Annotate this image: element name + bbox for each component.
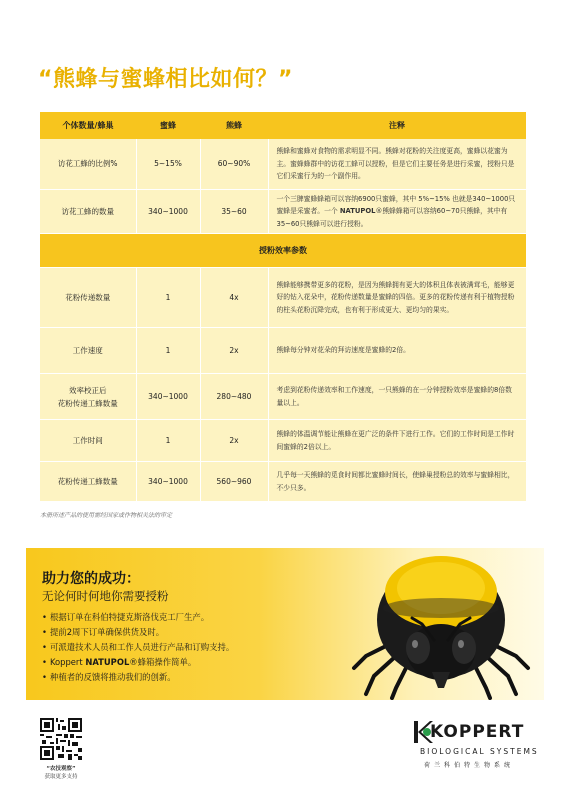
row-label: 访花工蜂的数量 [40, 189, 136, 234]
logo-chinese-name: 荷兰科伯特生物系统 [424, 762, 515, 769]
bumblebee-value: 4x [200, 268, 268, 328]
logo-wordmark: KOPPERT [430, 722, 525, 742]
bumblebee-value: 280~480 [200, 374, 268, 420]
qr-caption-title: “农技观察” [46, 766, 76, 772]
list-item-text: ®蜂箱操作简单。 [129, 657, 197, 667]
row-label-line: 花粉传递工蜂数量 [57, 398, 118, 408]
bumblebee-value: 2x [200, 420, 268, 462]
table-row [40, 420, 526, 462]
natupol-brand: NATUPOL [339, 207, 376, 215]
qr-code[interactable] [40, 718, 82, 760]
honeybee-value: 1 [136, 420, 200, 462]
table-row [40, 462, 526, 502]
row-label-line: 效率校正后 [69, 385, 107, 395]
honeybee-value: 340~1000 [136, 374, 200, 420]
promo-banner [26, 548, 544, 700]
natupol-brand: NATUPOL [85, 657, 130, 667]
row-note: 熊蜂能够携带更多的花粉，是因为熊蜂拥有更大的体积且体表被满茸毛，能够更好的钻入花朵中，花粉传递数量是蜜蜂的四倍。更多的花粉传递有利于植物授粉的柱头花粉沉降完成，也有利于形成更大、更均匀的果实。 [268, 268, 526, 328]
table-header-row [40, 112, 526, 139]
table-row [40, 139, 526, 189]
row-note: 几乎每一天熊蜂的觅食时间都比蜜蜂时间长，使蜂巢授粉总的效率与蜜蜂相比，不少只多。 [268, 462, 526, 502]
row-note: 熊蜂的体温调节能让熊蜂在更广泛的条件下进行工作。它们的工作时间是工作时间蜜蜂的2倍以上。 [268, 420, 526, 462]
header-notes: 注释 [268, 112, 526, 139]
list-item: • 种植者的反馈将推动我们的创新。 [42, 670, 234, 685]
header-honeybee: 蜜蜂 [136, 112, 200, 139]
section-header-row [40, 234, 526, 268]
note-text: 一个三脾蜜蜂蜂箱可以容纳6900只蜜蜂，其中 5%~15% 也就是340~1000只蜜蜂是采蜜者。一个 [276, 194, 516, 215]
row-label: 工作时间 [40, 420, 136, 462]
list-item: • 提前2周下订单确保供货及时。 [42, 625, 234, 640]
table-row [40, 189, 526, 234]
promo-subtitle: 无论何时何地你需要授粉 [42, 589, 169, 603]
honeybee-value: 1 [136, 328, 200, 374]
list-item: • 根据订单在科伯特捷克斯洛伐克工厂生产。 [42, 610, 234, 625]
header-count-per-hive: 个体数量/蜂巢 [40, 112, 136, 139]
row-label [40, 374, 136, 420]
note-text: ®熊蜂蜂箱可以容纳60~70只熊蜂，其中有35~60只熊蜂可以进行授粉。 [276, 207, 508, 228]
list-item: • 可派遣技术人员和工作人员进行产品和订购支持。 [42, 640, 234, 655]
row-note: 熊蜂每分钟对花朵的拜访速度是蜜蜂的2倍。 [268, 328, 526, 374]
row-label: 花粉传递工蜂数量 [40, 462, 136, 502]
section-label: 授粉效率参数 [40, 234, 526, 268]
list-item-text: Koppert [49, 657, 86, 667]
page-title: “熊蜂与蜜蜂相比如何？” [38, 67, 293, 92]
row-note: 考虑到花粉传递效率和工作速度，一只熊蜂的在一分钟授粉效率是蜜蜂的8倍数量以上。 [268, 374, 526, 420]
bumblebee-value: 35~60 [200, 189, 268, 234]
honeybee-value: 340~1000 [136, 189, 200, 234]
promo-title: 助力您的成功： [42, 571, 140, 587]
honeybee-value: 5~15% [136, 139, 200, 189]
row-note: 熊蜂和蜜蜂对食物的需求明显不同。熊蜂对花粉的关注度更高，蜜蜂以花蜜为主。蜜蜂蜂群中的访花工蜂可以授粉，但是它们主要任务是进行采蜜，授粉只是它们采蜜行为的一个副作用。 [268, 139, 526, 189]
row-label: 工作速度 [40, 328, 136, 374]
row-label: 访花工蜂的比例% [40, 139, 136, 189]
footnote: 本册所述产品的使用需经国家或作物相关法的审定 [40, 512, 173, 519]
row-note [268, 189, 526, 234]
honeybee-value: 1 [136, 268, 200, 328]
bumblebee-value: 2x [200, 328, 268, 374]
list-item [42, 655, 234, 670]
promo-list [42, 610, 234, 685]
table-row [40, 328, 526, 374]
logo-subtitle: BIOLOGICAL SYSTEMS [420, 747, 539, 756]
bumblebee-value: 60~90% [200, 139, 268, 189]
table-row [40, 374, 526, 420]
honeybee-value: 340~1000 [136, 462, 200, 502]
koppert-logo [412, 718, 539, 778]
row-label: 花粉传递数量 [40, 268, 136, 328]
bumblebee-value: 560~960 [200, 462, 268, 502]
table-row [40, 268, 526, 328]
qr-caption: 获取更多支持 [44, 774, 78, 780]
header-bumblebee: 熊蜂 [200, 112, 268, 139]
bumblebee-image [326, 548, 544, 700]
comparison-table [40, 112, 526, 502]
